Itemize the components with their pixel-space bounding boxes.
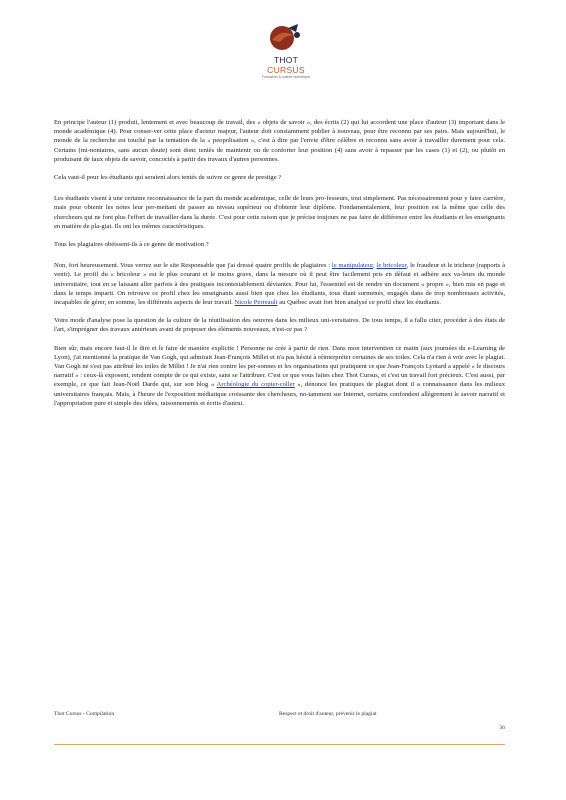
question-2: Tous les plagiaires obéissent-ils à ce genre de motivation ? (54, 241, 209, 249)
question-3: Votre mode d'analyse pose la question de la culture de la réutilisation des oeuvres dans les milieux uni-versitaires. De tous temps, il a fallu citer, procéder à des états de l'art, s'imprégner des travaux antérieurs avant de proposer des éléments nouveaux, n'est-ce pas ? (54, 317, 505, 334)
footer-rule (54, 744, 505, 745)
link-manipulateur[interactable]: le manipulateur (331, 262, 374, 270)
link-archeologie-copier-coller[interactable]: Archéologie du copier-coller (216, 381, 295, 389)
link-bricoleur[interactable]: le bricoleur (376, 262, 407, 270)
article-body (54, 118, 505, 417)
page-number: 36 (499, 725, 505, 731)
logo-tagline: Formation & culture numérique (261, 75, 311, 79)
thot-cursus-logo (254, 20, 318, 80)
paragraph-3: Non, fort heureusement. Vous verrez sur le site Responsable que j'ai dressé quatre profils de plagiaires : le manipulateur, le bricoleur, le fraudeur et le tricheur (rapports à venir). Le profil du « bricoleur » est le plus courant et le moins grave, dans la mesure où il peut être facilement pris en défaut et adhère aux va-leurs du monde universitaire, tout en se laissant aller parfois à des pratiques incontestablement déviantes. Pour lui, l'essentiel est de rendre un document « propre », bien mis en page et dans le temps imparti. On retrouve ce profil chez les enseignants aussi bien que chez les étudiants, tous étant surmenés, engagés dans de trop nombreuses activités, incapables de gérer, en somme, les différents aspects de leur travail. Nicole Perreault au Québec avait fort bien analysé ce profil chez les étudiants. (54, 262, 505, 307)
logo-brand-cursus: CURSUS (267, 65, 305, 75)
logo-brand-thot: THOT (273, 55, 299, 65)
paragraph-2: Les étudiants visent à une certaine reconnaissance de la part du monde académique, celle de leurs pro-fesseurs, tout simplement. Pas nécessairement pour y faire carrière, mais pour obtenir les notes leur per-mettant de passer au niveau supérieur ou d'obtenir leur diplôme. Fondamentalement, leur position est la même que celle des chercheurs qui ne font plus l'effort de travailler dans la durée. C'est pour cette raison que je précise toujours ne pas faire de différence entre les étudiants et les enseignants en matière de pla-giat. Ils ont les mêmes caractéristiques. (54, 195, 505, 230)
link-nicole-perreault[interactable]: Nicole Perreault (234, 299, 278, 307)
footer-left: Thot Cursus - Compilation (54, 711, 115, 717)
logo-mark-icon (266, 20, 306, 54)
footer-right: Respect et droit d'auteur, prévenir le plagiat (279, 711, 377, 717)
paragraph-4: Bien sûr, mais encore faut-il le dire et le faire de manière explicite ! Personne ne crée à partir de rien. Dans mon intervention ce matin (aux journées du e-Learning de Lyon), j'ai mentionné la pratique de Van Gogh, qui admirait Jean-François Millet et n'a pas hésité à réinterpréter certaines de ses toiles. Cela n'a rien à voir avec le plagiat. Van Gogh ne s'est pas attribué les toiles de Millet ! Je n'ai rien contre les per-sonnes et les organisations qui pratiquent ce que Jean-François Lyotard a appelé « le discours narratif » : ceux-là exposent, rendent compte de ce qui existe, sans se l'attribuer. C'est ce que vous faites chez Thot Cursus, et c'est un travail fort précieux. C'est aussi, par exemple, ce que fait Jean-Noël Darde qui, sur son blog « Archéologie du copier-coller », dénonce les pratiques de plagiat dont il a connaissance dans les milieux universitaires français. Mais, à l'heure de l'exposition médiatique croissante des chercheurs, no-tamment sur Internet, certains confondent allègrement le savoir narratif et l'appropriation pure et simple des idées, raisonnements et écrits d'autrui. (54, 344, 505, 407)
paragraph-1: En principe l'auteur (1) produit, lentement et avec beaucoup de travail, des « objets de savoir », des écrits (2) qui lui accordent une place d'auteur (3) important dans le monde académique (4). Pour conser-ver cette place d'acteur majeur, l'auteur doit constamment publier à nouveau, pour être reconnu par ses pairs. Mais aujourd'hui, le monde de la recherche est touché par la tentation de la « peopolisation », c'est à dire par l'envie d'être célèbre et reconnu sans avoir à travailler durement pour cela. Certains (mi-nontaires, sans aucun doute) sont donc tentés de maintenir ou de conforter leur position (4) sans avoir à repasser par les cases (1) et (2), ou plutôt en produisant de faux objets de savoir, concoctés à partir des travaux d'autres personnes. (54, 119, 505, 163)
question-1: Cela vaut-il pour les étudiants qui seraient alors tentés de suivre ce genre de prestige ? (54, 174, 282, 182)
logo-wordmark (254, 55, 318, 75)
